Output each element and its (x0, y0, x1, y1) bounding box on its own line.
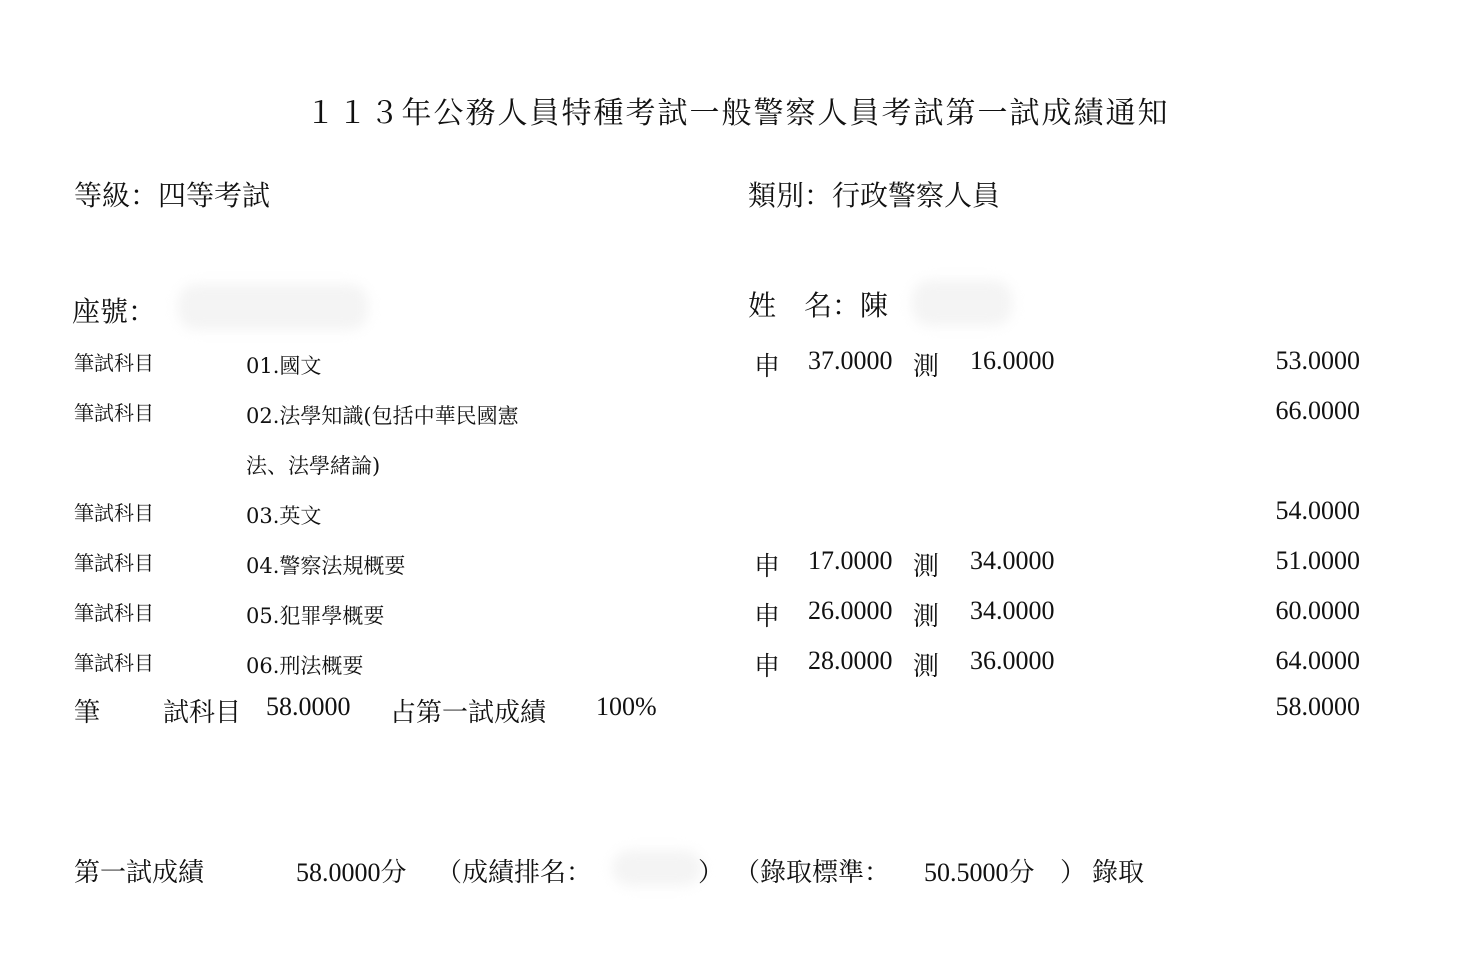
shen-label: 申 (754, 602, 781, 631)
subject-name: 02.法學知識(包括中華民國憲 (246, 404, 519, 428)
ce-label: 測 (913, 652, 940, 681)
level-value: 四等考試 (158, 179, 271, 212)
result-label: 第一試成績 (74, 858, 205, 887)
name-value: 陳 (860, 289, 889, 322)
subject-total: 64.0000 (1275, 646, 1360, 675)
subject-total: 66.0000 (1275, 396, 1360, 425)
shen-label: 申 (754, 352, 781, 381)
level-field (74, 174, 270, 214)
name-label: 姓 名： (748, 289, 861, 322)
summary-label-a: 筆 (74, 698, 101, 727)
shen-score: 17.0000 (808, 546, 893, 575)
category-label: 類別： (748, 179, 833, 212)
summary-ratio: 100% (596, 692, 657, 721)
summary-ratio-text: 占第一試成績 (390, 698, 547, 727)
category-field (748, 174, 1000, 214)
level-label: 等級： (74, 179, 159, 212)
ce-label: 測 (913, 602, 940, 631)
shen-score: 28.0000 (808, 646, 893, 675)
ce-label: 測 (913, 352, 940, 381)
subject-name: 04.警察法規概要 (246, 554, 406, 578)
shen-score: 37.0000 (808, 346, 893, 375)
subject-type: 筆試科目 (74, 551, 154, 575)
shen-score: 26.0000 (808, 596, 893, 625)
subject-total: 54.0000 (1275, 496, 1360, 525)
rank-close: ） (698, 858, 725, 887)
page-title: １１３年公務人員特種考試一般警察人員考試第一試成績通知 (305, 96, 1170, 131)
name-redacted (912, 280, 1012, 326)
standard-value: 50.5000分 (924, 858, 1035, 887)
subject-type: 筆試科目 (74, 351, 154, 375)
summary-label-b: 試科目 (163, 698, 242, 727)
subject-name: 03.英文 (246, 504, 322, 528)
subject-name: 06.刑法概要 (246, 654, 364, 678)
summary-score: 58.0000 (266, 692, 351, 721)
rank-open: （成績排名： (436, 858, 593, 887)
subject-total: 53.0000 (1275, 346, 1360, 375)
name-field (748, 284, 888, 324)
ce-score: 36.0000 (970, 646, 1055, 675)
standard-open: （錄取標準： (734, 858, 891, 887)
subject-type: 筆試科目 (74, 651, 154, 675)
seat-label: 座號： (72, 295, 157, 328)
ce-score: 34.0000 (970, 596, 1055, 625)
summary-total: 58.0000 (1275, 692, 1360, 721)
standard-close: ） (1060, 858, 1087, 887)
subject-name-continued: 法、法學緒論) (246, 454, 381, 478)
shen-label: 申 (754, 652, 781, 681)
seat-number-redacted (178, 284, 368, 330)
subject-name: 01.國文 (246, 354, 322, 378)
result-score: 58.0000分 (296, 858, 407, 887)
ce-score: 34.0000 (970, 546, 1055, 575)
rank-redacted (612, 850, 702, 886)
ce-score: 16.0000 (970, 346, 1055, 375)
subject-type: 筆試科目 (74, 601, 154, 625)
subject-name: 05.犯罪學概要 (246, 604, 385, 628)
ce-label: 測 (913, 552, 940, 581)
result-status: 錄取 (1092, 858, 1145, 887)
shen-label: 申 (754, 552, 781, 581)
category-value: 行政警察人員 (832, 179, 1001, 212)
subject-type: 筆試科目 (74, 401, 154, 425)
subject-total: 60.0000 (1275, 596, 1360, 625)
subject-type: 筆試科目 (74, 501, 154, 525)
subject-total: 51.0000 (1275, 546, 1360, 575)
